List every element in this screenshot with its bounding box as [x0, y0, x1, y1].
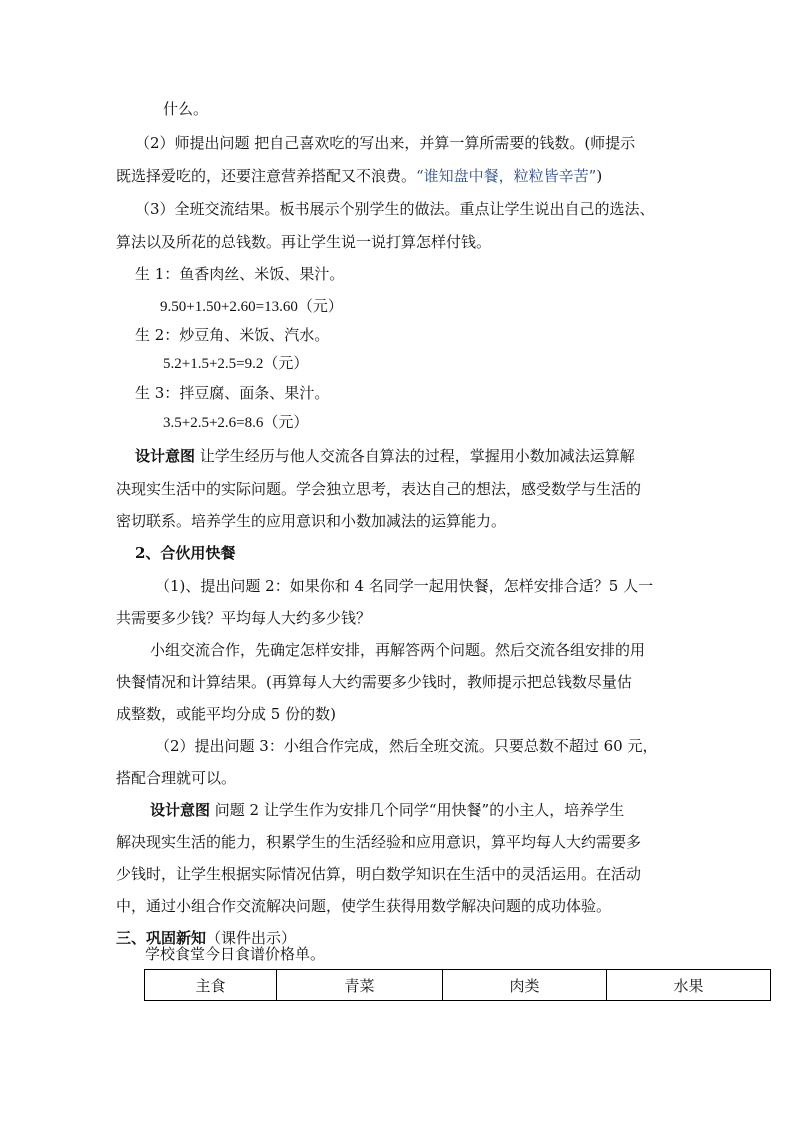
text-segment: （课件出示）: [206, 929, 297, 947]
text-line: 生 1：鱼香肉丝、米饭、果汁。: [135, 265, 345, 283]
text-line: 少钱时，让学生根据实际情况估算，明白数学知识在生活中的灵活运用。在活动: [116, 865, 642, 883]
section-heading: 2、合伙用快餐: [135, 544, 236, 562]
section-title: 三、巩固新知: [116, 929, 207, 947]
text-line: 成整数，或能平均分成 5 份的数): [116, 705, 336, 723]
text-line: （2）师提出问题 把自己喜欢吃的写出来，并算一算所需要的钱数。(师提示: [135, 134, 636, 152]
text-line: 小组交流合作，先确定怎样安排，再解答两个问题。然后交流各组安排的用: [150, 641, 646, 659]
text-line: （2）提出问题 3：小组合作完成，然后全班交流。只要总数不超过 60 元，: [155, 737, 658, 755]
text-line: 密切联系。培养学生的应用意识和小数加减法的运算能力。: [116, 512, 507, 530]
text-line: 共需要多少钱？平均每人大约多少钱？: [116, 609, 372, 627]
text-line: 快餐情况和计算结果。(再算每人大约需要多少钱时，教师提示把总钱数尽量估: [116, 673, 632, 691]
text-line: 什么。: [163, 100, 209, 118]
table-header-cell: 水果: [607, 970, 771, 1001]
formula-line: 3.5+2.5+2.6=8.6（元）: [163, 415, 309, 431]
text-line: 学校食堂今日食谱价格单。: [145, 945, 326, 963]
text-line: 算法以及所花的总钱数。再让学生说一说打算怎样付钱。: [116, 233, 492, 251]
table-header-cell: 肉类: [443, 970, 607, 1001]
design-intent-label: 设计意图: [135, 447, 196, 465]
design-intent-label: 设计意图: [150, 801, 211, 819]
text-line: [135, 446, 635, 466]
text-line: [150, 800, 624, 820]
text-line: 解决现实生活的能力，积累学生的生活经验和应用意识，算平均每人大约需要多: [116, 833, 642, 851]
text-segment: 既选择爱吃的，还要注意营养搭配又不浪费。: [116, 167, 417, 185]
formula-line: 5.2+1.5+2.5=9.2（元）: [163, 356, 309, 372]
text-line: 搭配合理就可以。: [116, 769, 237, 787]
table-row: [145, 970, 771, 1001]
text-line: （3）全班交流结果。板书展示个别学生的做法。重点让学生说出自己的选法、: [135, 200, 655, 218]
text-line: 生 3：拌豆腐、面条、果汁。: [135, 384, 330, 402]
text-line: 决现实生活中的实际问题。学会独立思考，表达自己的想法，感受数学与生活的: [116, 480, 642, 498]
text-line: （1)、提出问题 2：如果你和 4 名同学一起用快餐，怎样安排合适？5 人一: [155, 577, 654, 595]
text-segment: ): [596, 167, 603, 185]
text-line: 中，通过小组合作交流解决问题，使学生获得用数学解决问题的成功体验。: [116, 897, 612, 915]
table-header-cell: 主食: [145, 970, 277, 1001]
quote-highlight: “谁知盘中餐，粒粒皆辛苦”: [416, 167, 597, 185]
text-segment: 让学生经历与他人交流各自算法的过程，掌握用小数加减法运算解: [195, 447, 635, 465]
menu-price-table: [144, 969, 771, 1001]
text-line: [116, 166, 602, 186]
table-header-cell: 青菜: [277, 970, 443, 1001]
formula-line: 9.50+1.50+2.60=13.60（元）: [160, 299, 343, 315]
text-line: 生 2：炒豆角、米饭、汽水。: [135, 326, 330, 344]
text-segment: 问题 2 让学生作为安排几个同学“用快餐”的小主人，培养学生: [210, 801, 625, 819]
